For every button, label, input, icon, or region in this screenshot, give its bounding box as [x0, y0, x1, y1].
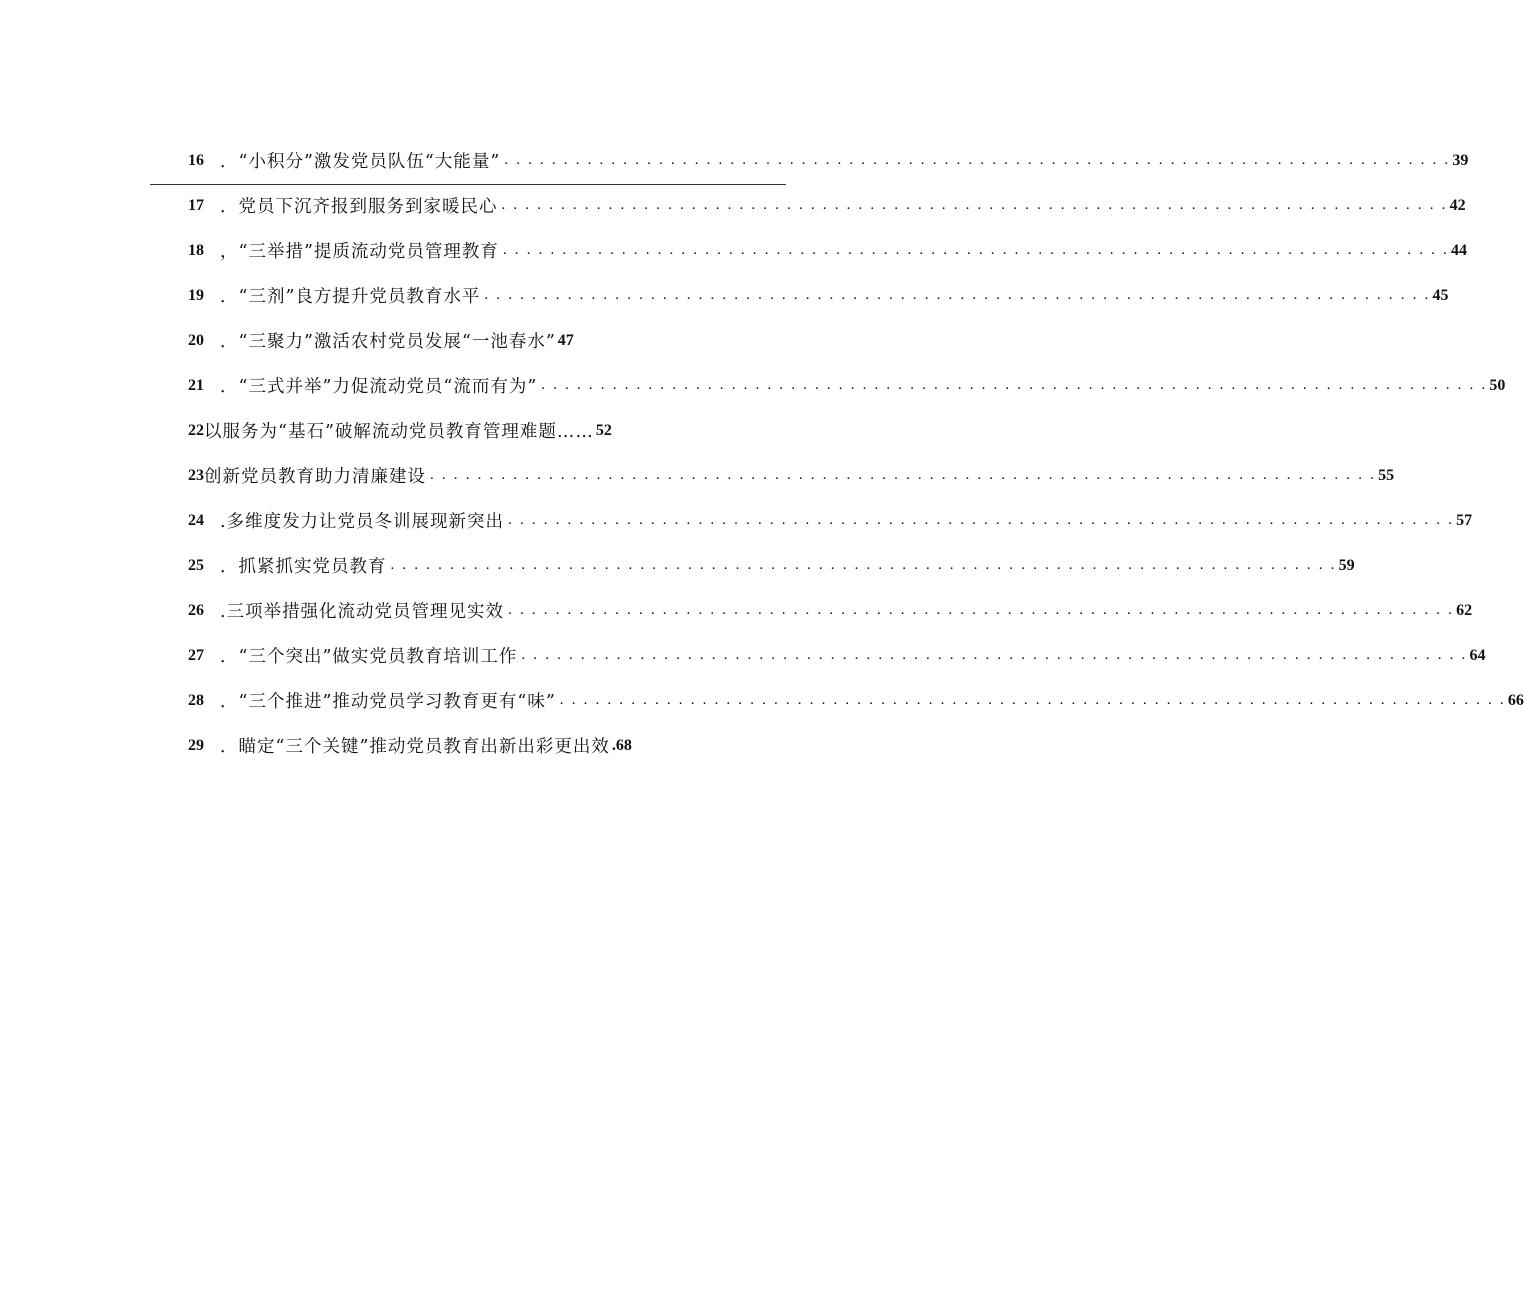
toc-entry-number: 20: [188, 331, 204, 349]
toc-dot-leader: [504, 603, 1456, 618]
toc-entry-page-number: 55: [1378, 466, 1395, 484]
toc-entry-number: 28: [188, 691, 204, 709]
toc-entry-page-number: 45: [1432, 286, 1449, 304]
toc-entry-page-number: 64: [1469, 646, 1486, 664]
toc-entry[interactable]: [188, 633, 1486, 678]
toc-dot-leader: [426, 468, 1378, 483]
toc-entry[interactable]: [188, 138, 1469, 183]
toc-entry-title: ．抓紧抓实党员教育: [220, 557, 387, 577]
toc-entry-number: 17: [188, 196, 204, 214]
toc-dot-leader: [499, 243, 1451, 258]
toc-entry-page-number: .68: [611, 736, 632, 754]
toc-dot-leader: [387, 558, 1339, 573]
toc-entry-number: 16: [188, 151, 204, 169]
toc-entry-page-number: 44: [1450, 241, 1467, 259]
toc-entry-title: ．“三聚力”激活农村党员发展“一池春水”: [220, 332, 556, 352]
toc-entry[interactable]: [188, 228, 1467, 273]
toc-entry-number: 27: [188, 646, 204, 664]
toc-entry-title: 创新党员教育助力清廉建设: [204, 467, 426, 487]
toc-entry-title: ．“三个突出”做实党员教育培训工作: [220, 647, 518, 667]
toc-dot-leader: [500, 153, 1452, 168]
toc-dot-leader: [517, 648, 1469, 663]
toc-entry-number: 25: [188, 556, 204, 574]
toc-entry-number: 24: [188, 511, 204, 529]
toc-dot-leader: [504, 513, 1456, 528]
toc-entry-page-number: 66: [1507, 691, 1524, 709]
toc-entry-number: 18: [188, 241, 204, 259]
toc-entry-page-number: 59: [1338, 556, 1355, 574]
toc-entry[interactable]: [188, 318, 778, 363]
toc-entry-page-number: 47: [557, 331, 574, 349]
toc-entry-title: .多维度发力让党员冬训展现新突出: [220, 512, 505, 532]
toc-entry-number: 19: [188, 286, 204, 304]
toc-entry-title: ．“三式并举”力促流动党员“流而有为”: [220, 377, 538, 397]
toc-entry[interactable]: [188, 453, 1395, 498]
toc-dot-leader: [537, 378, 1489, 393]
toc-entry-title: ．“三个推进”推动党员学习教育更有“味”: [220, 692, 556, 712]
toc-entry-page-number: 50: [1489, 376, 1506, 394]
toc-entry-page-number: 42: [1449, 196, 1466, 214]
toc-entry[interactable]: [188, 678, 1524, 723]
toc-entry-title: ．“三剂”良方提升党员教育水平: [220, 287, 481, 307]
toc-entry-page-number: 52: [595, 421, 612, 439]
toc-entry-number: 26: [188, 601, 204, 619]
toc-entry[interactable]: [188, 183, 1466, 228]
toc-entry[interactable]: [188, 363, 1506, 408]
toc-entry-number: 29: [188, 736, 204, 754]
toc-entry[interactable]: [188, 588, 1473, 633]
toc-entry-title: ．瞄定“三个关键”推动党员教育出新出彩更出效: [220, 737, 610, 757]
toc-dot-leader: [480, 288, 1432, 303]
toc-entry-page-number: 39: [1452, 151, 1469, 169]
toc-entry-title: ．“小积分”激发党员队伍“大能量”: [220, 152, 501, 172]
toc-entry-page-number: 57: [1456, 511, 1473, 529]
toc-entry[interactable]: [188, 723, 778, 768]
toc-entry[interactable]: [188, 273, 1449, 318]
toc-entry-title: ，“三举措”提质流动党员管理教育: [220, 242, 499, 262]
toc-entry-title: ．党员下沉齐报到服务到家暖民心: [220, 197, 498, 217]
toc-entry-title: .三项举措强化流动党员管理见实效: [220, 602, 505, 622]
toc-entry-number: 21: [188, 376, 204, 394]
toc-entry-title: 以服务为“基石”破解流动党员教育管理难题……: [204, 422, 594, 442]
toc-dot-leader: [556, 693, 1508, 708]
toc-entry[interactable]: [188, 408, 778, 453]
toc-entry[interactable]: [188, 498, 1473, 543]
toc-entry-number: 23: [188, 466, 204, 484]
table-of-contents: [188, 138, 1524, 768]
toc-entry[interactable]: [188, 543, 1355, 588]
toc-entry-number: 22: [188, 421, 204, 439]
toc-entry-page-number: 62: [1456, 601, 1473, 619]
toc-dot-leader: [498, 198, 1450, 213]
